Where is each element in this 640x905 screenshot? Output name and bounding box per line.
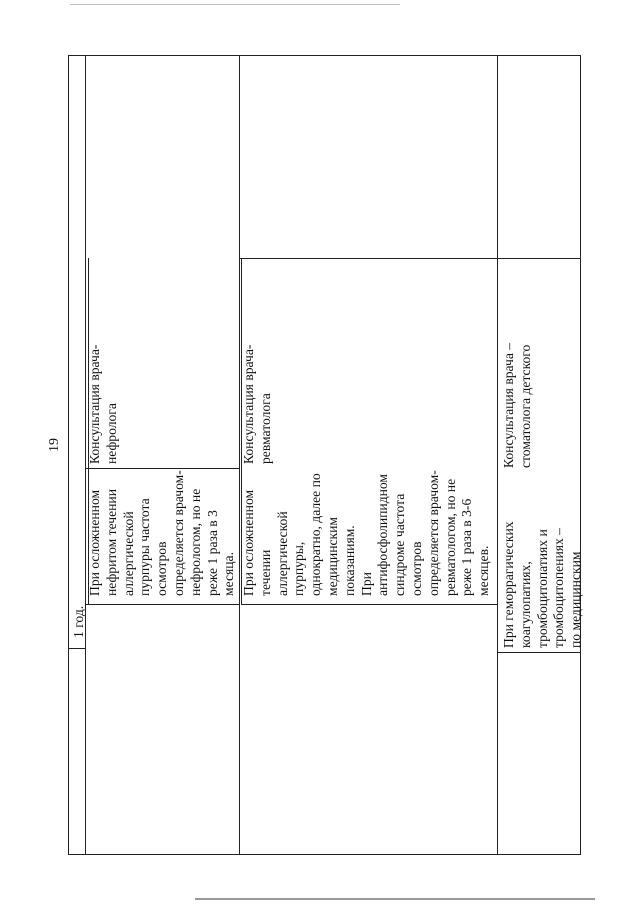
scan-edge-bottom <box>195 898 595 900</box>
page-number: 19 <box>47 438 62 452</box>
row-4-consultation: Консультация врача – стоматолога детского <box>501 342 533 468</box>
row-2-consultation: Консультация врача- нефролога <box>87 344 119 464</box>
row-3-indication: При осложненном течении аллергической пурпуры, однократно, далее по медицинским показаниям. При антифосфолипидном синдроме частота осмотров определяется врачом- ревматологом, но не реже 1 раза в 3-6 месяцев. <box>241 470 492 596</box>
table-divider <box>239 258 580 259</box>
row-1-indication: 1 год. <box>71 605 86 638</box>
row-4-indication: При геморрагических коагулопатиях, тромбоцитопатиях и тромбоцитопениях – по медицинским <box>501 521 584 648</box>
scan-edge-top <box>70 4 400 5</box>
table-divider <box>85 604 239 605</box>
table-divider <box>497 56 498 854</box>
table <box>68 55 584 855</box>
row-3-consultation: Консультация врача- ревматолога <box>241 344 273 464</box>
table-divider <box>497 652 580 653</box>
row-2-indication: При осложненном нефритом течении аллергической пурпуры частота осмотров определяется врачом- нефрологом, но не реже 1 раза в 3 месяца. <box>87 470 237 596</box>
table-divider <box>241 604 497 605</box>
table-divider <box>85 468 239 469</box>
table-divider <box>239 56 240 854</box>
table-divider <box>69 648 85 649</box>
table-divider <box>85 56 86 854</box>
